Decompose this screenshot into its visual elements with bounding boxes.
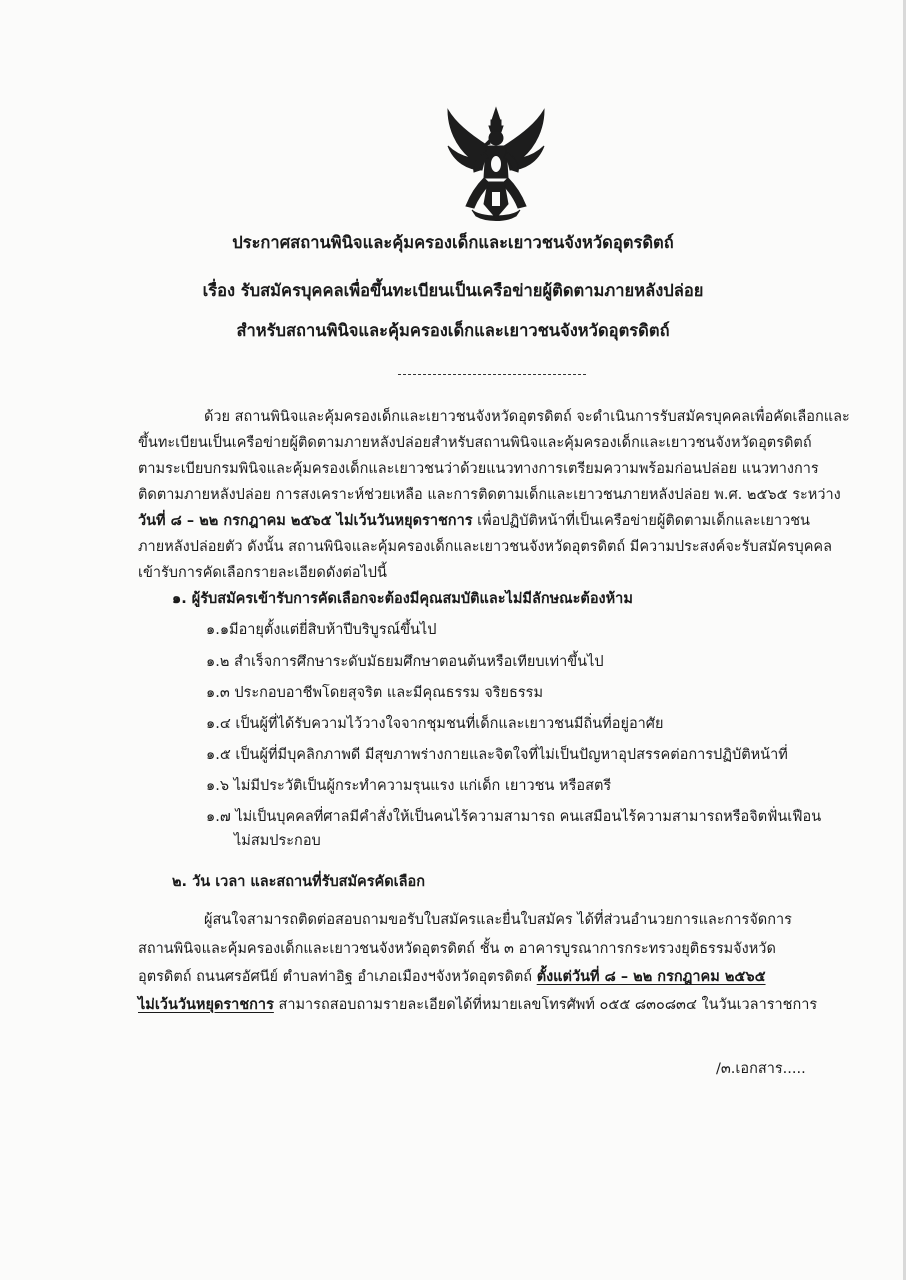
subject-line-cont: สำหรับสถานพินิจและคุ้มครองเด็กและเยาวชนจังหวัดอุตรดิตถ์ [236, 321, 670, 340]
intro-line: ขึ้นทะเบียนเป็นเครือข่ายผู้ติดตามภายหลังปล่อยสำหรับสถานพินิจและคุ้มครองเด็กและเยาวชนจังหวัดอุตรดิตถ์ [138, 435, 812, 451]
qualification-item: ๑.๔ เป็นผู้ที่ได้รับความไว้วางใจจากชุมชนที่เด็กและเยาวชนมีถิ่นที่อยู่อาศัย [206, 716, 664, 732]
intro-line: ตามระเบียบกรมพินิจและคุ้มครองเด็กและเยาวชนว่าด้วยแนวทางการเตรียมความพร้อมก่อนปล่อย แนวทางการ [138, 461, 819, 477]
no-holiday-note: ไม่เว้นวันหยุดราชการ [138, 997, 274, 1013]
section-2-line: ผู้สนใจสามารถติดต่อสอบถามขอรับใบสมัครและยื่นใบสมัคร ได้ที่ส่วนอำนวยการและการจัดการ [204, 912, 792, 928]
qualification-item: ๑.๕ เป็นผู้ที่มีบุคลิกภาพดี มีสุขภาพร่างกายและจิตใจที่ไม่เป็นปัญหาอุปสรรคต่อการปฏิบัติหน้าที่ [206, 747, 788, 763]
qualification-item: ๑.๗ ไม่เป็นบุคคลที่ศาลมีคำสั่งให้เป็นคนไร้ความสามารถ คนเสมือนไร้ความสามารถหรือจิตฟั่นเฟือน [206, 809, 822, 825]
subject-line: เรื่อง รับสมัครบุคคลเพื่อขึ้นทะเบียนเป็นเครือข่ายผู้ติดตามภายหลังปล่อย [202, 281, 704, 300]
qualification-item: ๑.๓ ประกอบอาชีพโดยสุจริต และมีคุณธรรม จริยธรรม [206, 685, 544, 701]
section-1-heading: ๑. ผู้รับสมัครเข้ารับการคัดเลือกจะต้องมีคุณสมบัติและไม่มีลักษณะต้องห้าม [172, 591, 633, 607]
section-2-line [138, 967, 766, 987]
announcement-title: ประกาศสถานพินิจและคุ้มครองเด็กและเยาวชนจังหวัดอุตรดิตถ์ [232, 233, 674, 252]
contact-text: สามารถสอบถามรายละเอียดได้ที่หมายเลขโทรศัพท์ ๐๕๕ ๘๓๐๘๓๔ ในวันเวลาราชการ [273, 997, 818, 1013]
title-divider [398, 374, 586, 375]
intro-line: ด้วย สถานพินิจและคุ้มครองเด็กและเยาวชนจังหวัดอุตรดิตถ์ จะดำเนินการรับสมัครบุคคลเพื่อคัดเลือกและ [204, 409, 850, 425]
intro-line: ติดตามภายหลังปล่อย การสงเคราะห์ช่วยเหลือ และการติดตามเด็กและเยาวชนภายหลังปล่อย พ.ศ. ๒๕๖๕ ระหว่าง [138, 487, 841, 503]
section-2-line: สถานพินิจและคุ้มครองเด็กและเยาวชนจังหวัดอุตรดิตถ์ ชั้น ๓ อาคารบูรณาการกระทรวงยุติธรรมจังหวัด [138, 941, 776, 957]
qualification-item: ๑.๖ ไม่มีประวัติเป็นผู้กระทำความรุนแรง แก่เด็ก เยาวชน หรือสตรี [206, 778, 612, 794]
continuation-marker: /๓.เอกสาร..... [716, 1061, 806, 1077]
intro-text: เพื่อปฏิบัติหน้าที่เป็นเครือข่ายผู้ติดตามเด็กและเยาวชน [472, 513, 810, 529]
section-2-line [138, 995, 817, 1015]
address-text: อุตรดิตถ์ ถนนศรอัศนีย์ ตำบลท่าอิฐ อำเภอเมืองฯจังหวัดอุตรดิตถ์ [138, 969, 537, 985]
intro-line [138, 511, 810, 531]
qualification-item-cont: ไม่สมประกอบ [234, 833, 321, 849]
qualification-item: ๑.๑มีอายุตั้งแต่ยี่สิบห้าปีบริบูรณ์ขึ้นไป [206, 622, 437, 638]
application-dates: ตั้งแต่วันที่ ๘ – ๒๒ กรกฎาคม ๒๕๖๕ [536, 969, 766, 985]
qualification-item: ๑.๒ สำเร็จการศึกษาระดับมัธยมศึกษาตอนต้นหรือเทียบเท่าขึ้นไป [206, 654, 604, 670]
intro-line: ภายหลังปล่อยตัว ดังนั้น สถานพินิจและคุ้มครองเด็กและเยาวชนจังหวัดอุตรดิตถ์ มีความประสงค์จะรับสมัครบุคคล [138, 539, 832, 555]
intro-line: เข้ารับการคัดเลือกรายละเอียดดังต่อไปนี้ [138, 565, 387, 581]
section-2-heading: ๒. วัน เวลา และสถานที่รับสมัครคัดเลือก [172, 874, 425, 890]
garuda-emblem-icon [442, 106, 550, 224]
application-period: วันที่ ๘ – ๒๒ กรกฎาคม ๒๕๖๕ ไม่เว้นวันหยุดราชการ [138, 513, 473, 529]
